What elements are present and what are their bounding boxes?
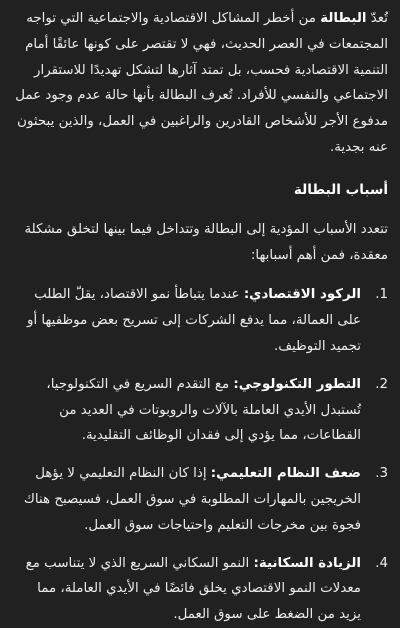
- intro-text-rest: من أخطر المشاكل الاقتصادية والاجتماعية التي تواجه المجتمعات في العصر الحديث، فهي لا تقتصر على كونها عائقًا أمام التنمية الاقتصادية فحسب، بل تمتد آثارها لتشكل تهديدًا للاستقرار الاجتماعي والنفسي للأفراد. تُعرف البطالة بأنها حالة عدم وجود عمل مدفوع الأجر للأشخاص القادرين والراغبين في العمل، والذين يبحثون عنه بجدية.: [15, 11, 388, 155]
- intro-paragraph: [12, 6, 388, 161]
- list-item-text: عندما يتباطأ نمو الاقتصاد، يقلّ الطلب على العمالة، مما يدفع الشركات إلى تسريح بعض موظفيها أو تجميد التوظيف.: [26, 287, 361, 354]
- list-item: [12, 282, 388, 359]
- list-item: [12, 551, 388, 628]
- intro-bold-term: البطالة: [320, 11, 367, 26]
- intro-text-start: تُعدّ: [366, 11, 388, 26]
- section-heading: أسباب البطالة: [293, 181, 388, 198]
- list-item-text: النمو السكاني السريع الذي لا يتناسب مع معدلات النمو الاقتصادي يخلق فائضًا في الأيدي العاملة، مما يزيد من الضغط على سوق العمل.: [25, 555, 361, 623]
- list-item-title: التطور التكنولوجي:: [233, 376, 361, 392]
- list-item-text: مع التقدم السريع في التكنولوجيا، تُستبدل الأيدي العاملة بالآلات والروبوتات في العديد من القطاعات، مما يؤدي إلى فقدان الوظائف التقليدية.: [46, 376, 361, 444]
- list-item-title: ضعف النظام التعليمي:: [210, 466, 361, 482]
- causes-list: [12, 282, 388, 628]
- section-intro: تتعدد الأسباب المؤدية إلى البطالة وتتداخل فيما بينها لتخلق مشكلة معقدة، فمن أهم أسبابها:: [24, 221, 388, 263]
- list-item-text: إذا كان النظام التعليمي لا يؤهل الخريجين بالمهارات المطلوبة في سوق العمل، فسيصبح هناك فجوة بين مخرجات التعليم واحتياجات سوق العمل.: [23, 466, 361, 533]
- list-item: [12, 461, 388, 538]
- list-number: .1: [375, 287, 388, 303]
- list-number: .3: [375, 466, 388, 482]
- list-item-title: الزيادة السكانية:: [253, 555, 361, 571]
- list-number: .2: [375, 376, 388, 392]
- list-item: [12, 372, 388, 449]
- list-item-title: الركود الاقتصادي:: [243, 287, 361, 303]
- list-number: .4: [375, 555, 388, 571]
